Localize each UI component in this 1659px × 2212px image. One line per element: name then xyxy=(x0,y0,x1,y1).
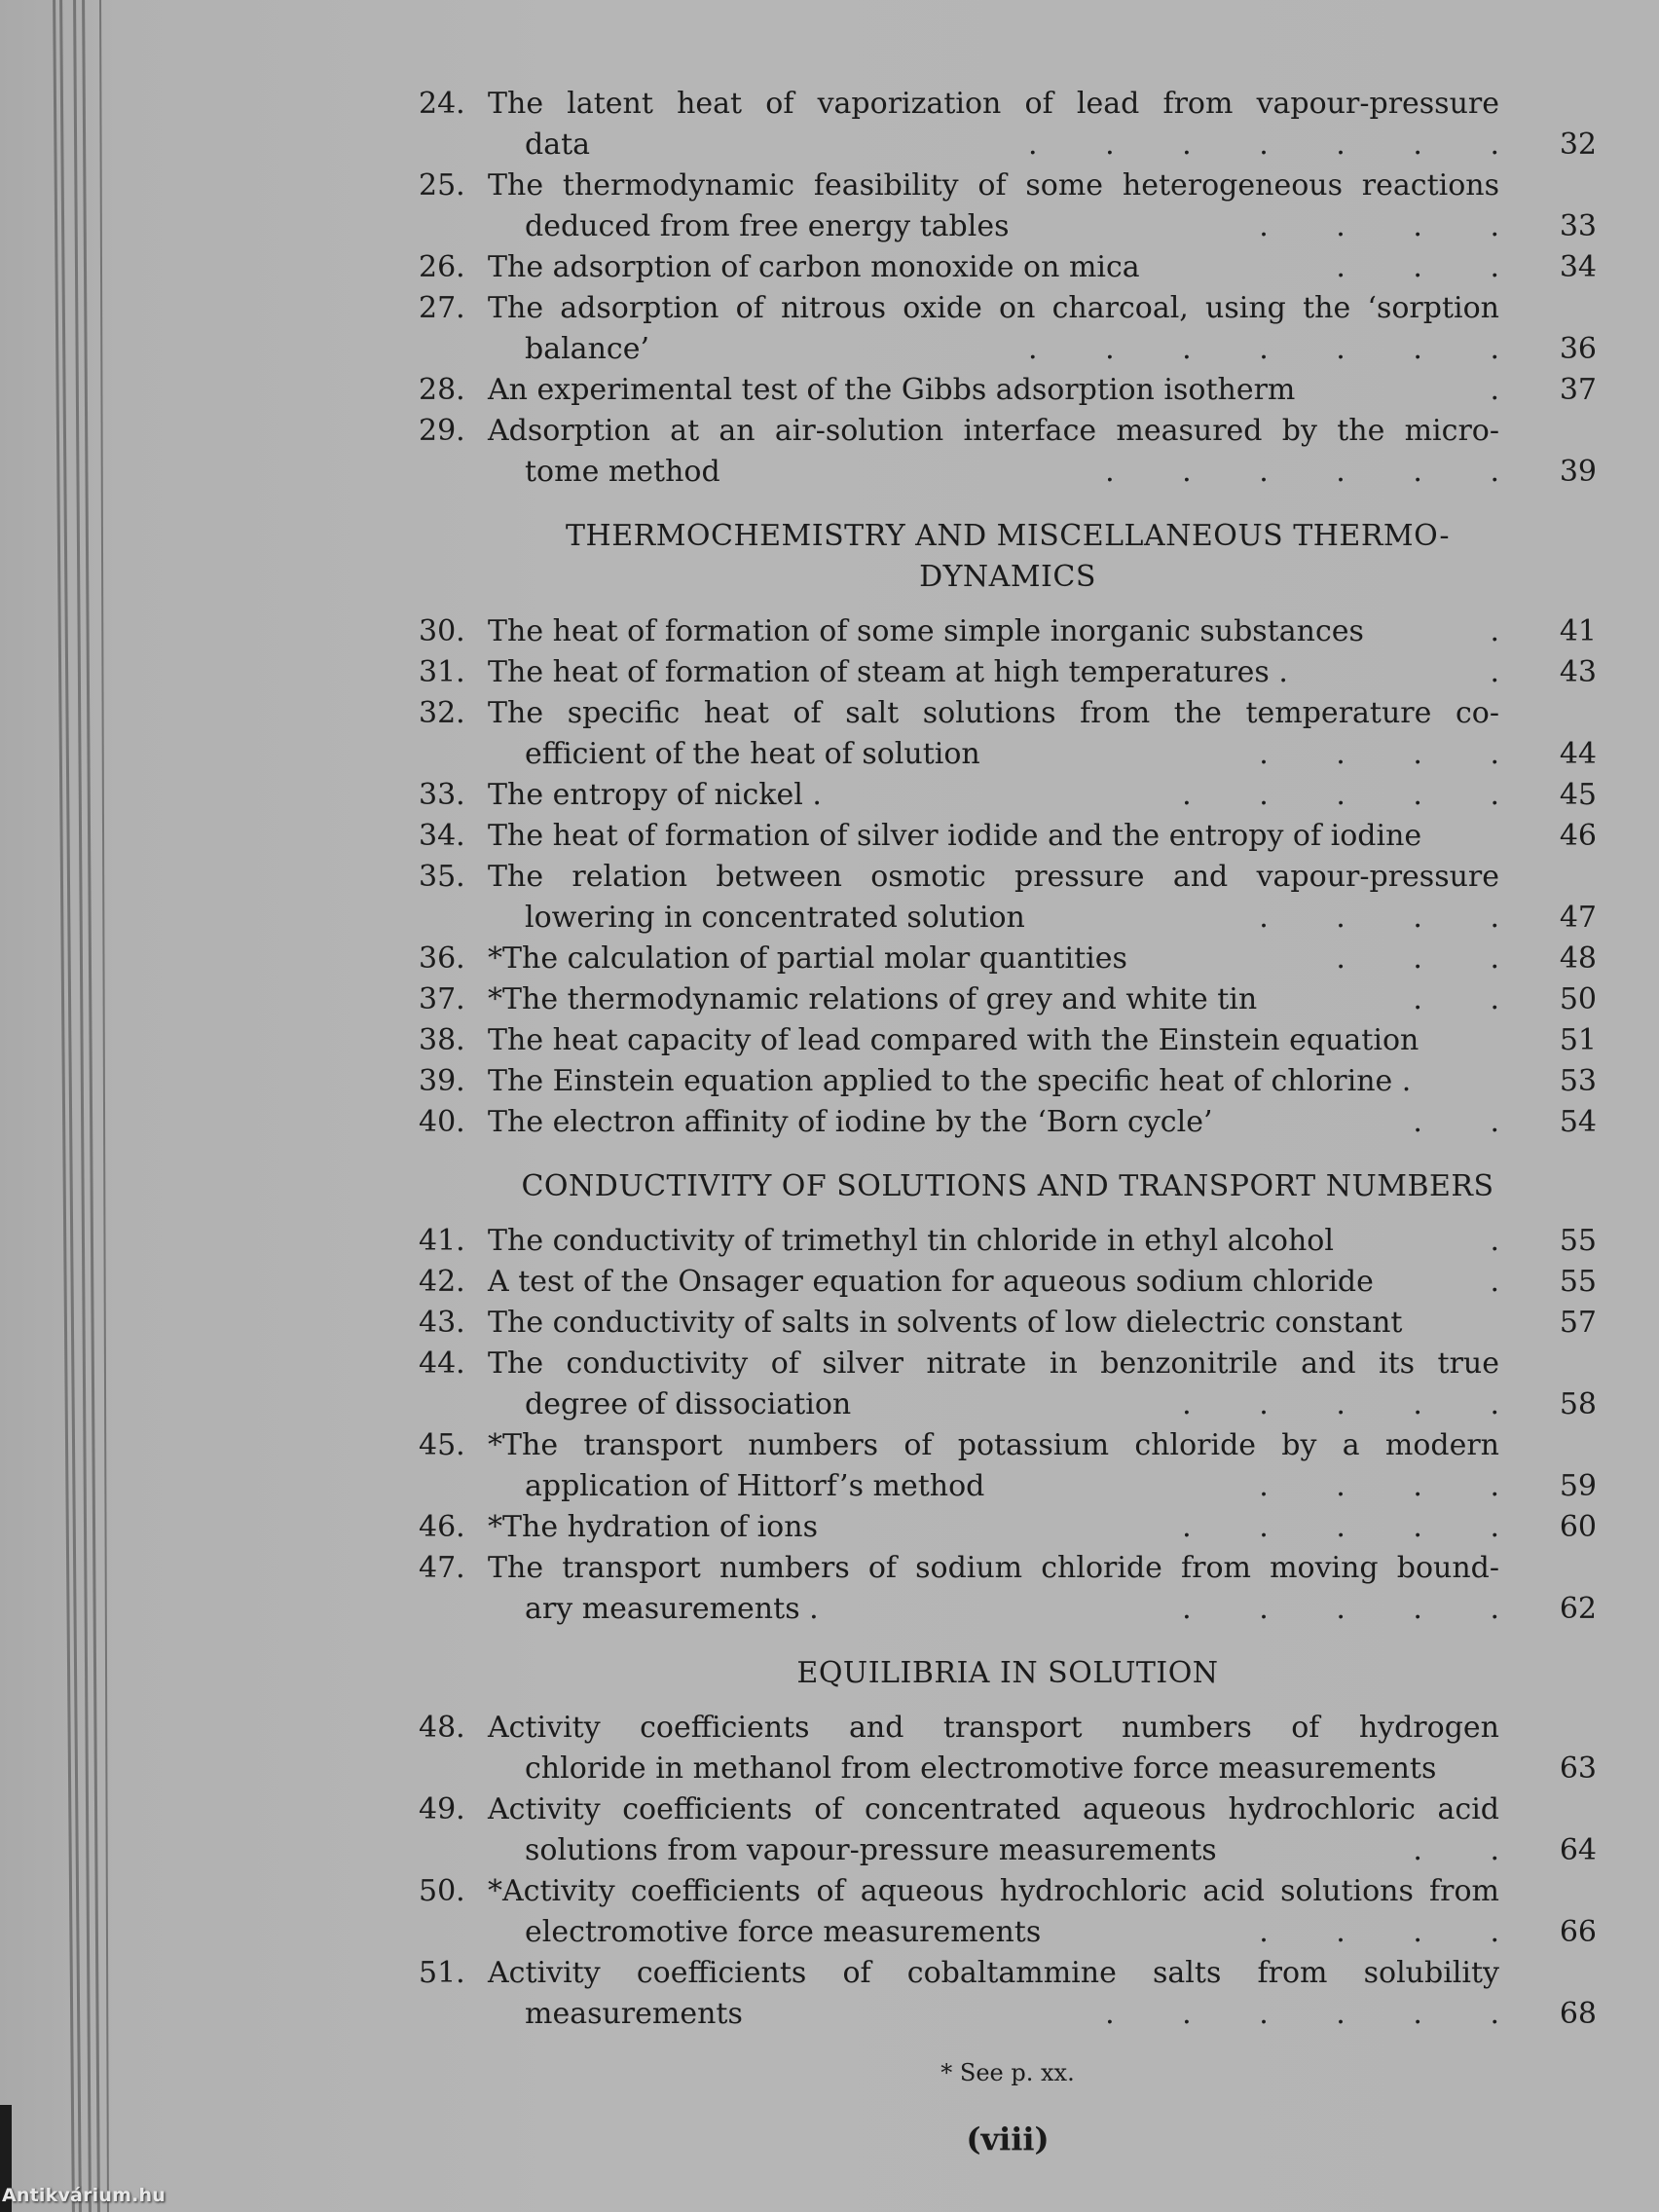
entry-title: The thermodynamic feasibility of some heterogeneous reactions xyxy=(488,168,1499,203)
entry-number: 51. xyxy=(419,1956,465,1990)
entry-title-continuation: data xyxy=(525,128,591,162)
entry-title-continuation: tome method xyxy=(525,455,720,489)
dot-leader: . . . xyxy=(1336,941,1499,976)
entry-number: 29. xyxy=(419,414,465,448)
entry-title-continuation: lowering in concentrated solution xyxy=(525,901,1025,935)
entry-title: The Einstein equation applied to the specific heat of chlorine . xyxy=(488,1064,1412,1098)
entry-title: The conductivity of salts in solvents of low dielectric constant xyxy=(488,1306,1403,1340)
toc-entry xyxy=(419,857,1597,939)
dot-leader: . xyxy=(1490,614,1499,648)
entry-title: *The transport numbers of potassium chloride by a modern xyxy=(488,1428,1499,1462)
section-heading-line: THERMOCHEMISTRY AND MISCELLANEOUS THERMO- xyxy=(566,519,1450,553)
page-number: 55 xyxy=(1559,1224,1597,1258)
entry-title-continuation: efficient of the heat of solution xyxy=(525,737,980,771)
dot-leader: . . . . . xyxy=(1182,1592,1499,1626)
entry-title-continuation: measurements xyxy=(525,1997,743,2031)
toc-entry xyxy=(419,816,1597,857)
dot-leader: . . . . xyxy=(1259,1469,1499,1503)
page-number: 33 xyxy=(1559,209,1597,243)
section-heading xyxy=(419,493,1597,611)
entry-title: The transport numbers of sodium chloride from moving bound- xyxy=(488,1551,1499,1585)
entry-number: 25. xyxy=(419,168,465,203)
dot-leader: . . . . . . . xyxy=(1028,332,1499,366)
entry-title-continuation: balance’ xyxy=(525,332,649,366)
toc-entry xyxy=(419,611,1597,652)
dot-leader: . . xyxy=(1413,1105,1499,1139)
page-number: 66 xyxy=(1559,1915,1597,1949)
watermark: Antikvárium.hu xyxy=(2,2185,166,2206)
page-number: 45 xyxy=(1559,778,1597,812)
entry-number: 43. xyxy=(419,1306,465,1340)
entry-number: 50. xyxy=(419,1874,465,1908)
entry-title: The specific heat of salt solutions from the temperature co- xyxy=(488,696,1499,730)
page-number: 63 xyxy=(1559,1751,1597,1786)
page-number: 32 xyxy=(1559,128,1597,162)
entry-number: 44. xyxy=(419,1346,465,1381)
dot-leader: . . . . . xyxy=(1182,1510,1499,1544)
toc-entry xyxy=(419,1953,1597,2035)
entry-title-continuation: electromotive force measurements xyxy=(525,1915,1042,1949)
toc-entry xyxy=(419,1020,1597,1061)
entry-title: The adsorption of nitrous oxide on charcoal, using the ‘sorption xyxy=(488,291,1499,325)
page-number: 46 xyxy=(1559,819,1597,853)
section-heading xyxy=(419,1143,1597,1221)
entry-number: 30. xyxy=(419,614,465,648)
dot-leader: . . . . . . xyxy=(1105,455,1499,489)
toc-entry xyxy=(419,84,1597,166)
dot-leader: . . . . . . . xyxy=(1028,128,1499,162)
entry-number: 28. xyxy=(419,373,465,407)
toc-entry xyxy=(419,247,1597,288)
page-number: 36 xyxy=(1559,332,1597,366)
page-number: 58 xyxy=(1559,1387,1597,1421)
toc-entry xyxy=(419,1262,1597,1303)
page-number: 57 xyxy=(1559,1306,1597,1340)
entry-number: 36. xyxy=(419,941,465,976)
entry-title: Activity coefficients and transport numbers of hydrogen xyxy=(488,1711,1499,1745)
entry-title: The conductivity of trimethyl tin chloride in ethyl alcohol xyxy=(488,1224,1334,1258)
entry-title: The relation between osmotic pressure and vapour-pressure xyxy=(488,860,1499,894)
entry-title: The conductivity of silver nitrate in benzonitrile and its true xyxy=(488,1346,1499,1381)
dot-leader: . . xyxy=(1413,1833,1499,1867)
toc-entry xyxy=(419,1708,1597,1789)
dot-leader: . . . . xyxy=(1259,737,1499,771)
page-number: 51 xyxy=(1559,1023,1597,1057)
page-number: 50 xyxy=(1559,982,1597,1016)
entry-title: The heat capacity of lead compared with the Einstein equation xyxy=(488,1023,1419,1057)
section-heading xyxy=(419,1630,1597,1708)
dot-leader: . . xyxy=(1413,982,1499,1016)
toc-entry xyxy=(419,652,1597,693)
entry-number: 38. xyxy=(419,1023,465,1057)
toc-entry xyxy=(419,370,1597,411)
table-of-contents xyxy=(419,84,1597,2159)
toc-entry xyxy=(419,693,1597,775)
entry-number: 41. xyxy=(419,1224,465,1258)
entry-title: *The hydration of ions xyxy=(488,1510,818,1544)
page-number: 47 xyxy=(1559,901,1597,935)
toc-entry xyxy=(419,1425,1597,1507)
entry-title: The heat of formation of silver iodide and the entropy of iodine xyxy=(488,819,1422,853)
entry-number: 48. xyxy=(419,1711,465,1745)
dot-leader: . xyxy=(1490,655,1499,689)
entry-title: A test of the Onsager equation for aqueous sodium chloride xyxy=(488,1265,1374,1299)
entry-number: 34. xyxy=(419,819,465,853)
entry-title-continuation: application of Hittorf’s method xyxy=(525,1469,985,1503)
entry-number: 40. xyxy=(419,1105,465,1139)
entry-number: 27. xyxy=(419,291,465,325)
page-number: 48 xyxy=(1559,941,1597,976)
toc-entry xyxy=(419,1507,1597,1548)
page-number: 62 xyxy=(1559,1592,1597,1626)
dot-leader: . . . xyxy=(1336,250,1499,284)
page-folio: (viii) xyxy=(966,2120,1050,2157)
entry-number: 37. xyxy=(419,982,465,1016)
entry-number: 45. xyxy=(419,1428,465,1462)
entry-title: The adsorption of carbon monoxide on mica xyxy=(488,250,1140,284)
dot-leader: . . . . . xyxy=(1182,1387,1499,1421)
entry-number: 35. xyxy=(419,860,465,894)
entry-number: 33. xyxy=(419,778,465,812)
entry-title: The latent heat of vaporization of lead from vapour-pressure xyxy=(488,87,1499,121)
dot-leader: . xyxy=(1490,1224,1499,1258)
dot-leader: . . . . xyxy=(1259,1915,1499,1949)
dot-leader: . . . . xyxy=(1259,209,1499,243)
entry-number: 26. xyxy=(419,250,465,284)
page-number: 44 xyxy=(1559,737,1597,771)
footnote: * See p. xx. xyxy=(940,2059,1075,2086)
entry-title: Activity coefficients of concentrated aqueous hydrochloric acid xyxy=(488,1792,1499,1826)
page-number: 68 xyxy=(1559,1997,1597,2031)
entry-number: 46. xyxy=(419,1510,465,1544)
toc-entry xyxy=(419,411,1597,493)
page-number: 53 xyxy=(1559,1064,1597,1098)
toc-entry xyxy=(419,288,1597,370)
dot-leader: . xyxy=(1490,373,1499,407)
entry-title: *Activity coefficients of aqueous hydrochloric acid solutions from xyxy=(488,1874,1499,1908)
page-number: 43 xyxy=(1559,655,1597,689)
toc-entry xyxy=(419,1789,1597,1871)
entry-number: 42. xyxy=(419,1265,465,1299)
toc-entry xyxy=(419,1344,1597,1425)
entry-title: Adsorption at an air-solution interface measured by the micro- xyxy=(488,414,1499,448)
entry-number: 39. xyxy=(419,1064,465,1098)
toc-entry xyxy=(419,1102,1597,1143)
toc-entry xyxy=(419,1221,1597,1262)
dot-leader: . . . . . . xyxy=(1105,1997,1499,2031)
page-number: 55 xyxy=(1559,1265,1597,1299)
entry-number: 32. xyxy=(419,696,465,730)
entry-title-continuation: solutions from vapour-pressure measurements xyxy=(525,1833,1217,1867)
dot-leader: . . . . xyxy=(1259,901,1499,935)
toc-entry xyxy=(419,1871,1597,1953)
toc-entry xyxy=(419,1303,1597,1344)
entry-title: The heat of formation of some simple inorganic substances xyxy=(488,614,1364,648)
entry-title: The electron affinity of iodine by the ‘Born cycle’ xyxy=(488,1105,1213,1139)
page-number: 41 xyxy=(1559,614,1597,648)
toc-entry xyxy=(419,775,1597,816)
page-number: 37 xyxy=(1559,373,1597,407)
toc-entry xyxy=(419,1548,1597,1630)
page-number: 54 xyxy=(1559,1105,1597,1139)
page-number: 60 xyxy=(1559,1510,1597,1544)
entry-title: Activity coefficients of cobaltammine salts from solubility xyxy=(488,1956,1499,1990)
page-number: 59 xyxy=(1559,1469,1597,1503)
page-number: 34 xyxy=(1559,250,1597,284)
entry-title: *The calculation of partial molar quantities xyxy=(488,941,1127,976)
entry-number: 24. xyxy=(419,87,465,121)
entry-title: *The thermodynamic relations of grey and white tin xyxy=(488,982,1258,1016)
entry-number: 31. xyxy=(419,655,465,689)
dot-leader: . xyxy=(1490,1265,1499,1299)
toc-entry xyxy=(419,166,1597,247)
entry-title-continuation: ary measurements . xyxy=(525,1592,819,1626)
entry-title: An experimental test of the Gibbs adsorption isotherm xyxy=(488,373,1296,407)
toc-entry xyxy=(419,979,1597,1020)
entry-title-continuation: deduced from free energy tables xyxy=(525,209,1010,243)
section-heading-line: EQUILIBRIA IN SOLUTION xyxy=(796,1656,1219,1690)
entry-number: 47. xyxy=(419,1551,465,1585)
page-number: 64 xyxy=(1559,1833,1597,1867)
dot-leader: . . . . . xyxy=(1182,778,1499,812)
entry-number: 49. xyxy=(419,1792,465,1826)
toc-entry xyxy=(419,1061,1597,1102)
toc-entry xyxy=(419,939,1597,979)
entry-title-continuation: chloride in methanol from electromotive force measurements xyxy=(525,1751,1437,1786)
entry-title: The heat of formation of steam at high temperatures . xyxy=(488,655,1288,689)
entry-title-continuation: degree of dissociation xyxy=(525,1387,852,1421)
section-heading-line: DYNAMICS xyxy=(919,560,1096,594)
section-heading-line: CONDUCTIVITY OF SOLUTIONS AND TRANSPORT NUMBERS xyxy=(521,1169,1494,1203)
entry-title: The entropy of nickel . xyxy=(488,778,822,812)
page-number: 39 xyxy=(1559,455,1597,489)
